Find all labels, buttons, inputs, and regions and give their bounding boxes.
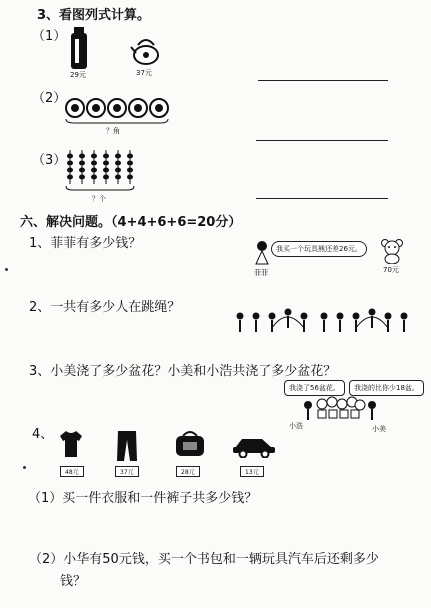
kettle-price: 37元 xyxy=(136,69,152,77)
problem-3-question: 3、小美浇了多少盆花？小美和小浩共浇了多少盆花？ xyxy=(29,364,337,379)
shirt-icon xyxy=(58,430,84,458)
price-tag-toy-car: 13元 xyxy=(240,466,264,477)
answer-line-1[interactable] xyxy=(258,80,388,81)
price-tag-trousers: 37元 xyxy=(115,466,139,477)
problem-4-sub-2: （2）小华有50元钱，买一个书包和一辆玩具汽车后还剩多少 xyxy=(29,552,379,567)
problem-3-name-left: 小浩 xyxy=(289,422,303,430)
scan-speck xyxy=(23,466,26,469)
problem-4-sub-2-continued: 钱？ xyxy=(60,574,87,589)
price-tag-schoolbag: 28元 xyxy=(176,466,200,477)
problem-1-speech-bubble: 我买一个玩具熊还差26元。 xyxy=(271,241,367,257)
answer-line-3[interactable] xyxy=(256,198,388,199)
problem-3-bubble-right: 我浇的比你少18盆。 xyxy=(349,380,424,396)
problem-3-bubble-left: 我浇了56盆花。 xyxy=(284,380,345,396)
problem-1-name: 菲菲 xyxy=(254,269,268,277)
q2-label: （2） xyxy=(32,91,67,106)
trousers-icon xyxy=(116,430,138,462)
toy-car-icon xyxy=(232,434,276,458)
coins-row xyxy=(64,96,172,126)
girl-feifei-figure xyxy=(252,240,272,266)
problem-4-sub-1: （1）买一件衣服和一件裤子共多少钱？ xyxy=(28,491,258,506)
kettle-icon xyxy=(130,35,162,65)
q1-label: （1） xyxy=(32,29,67,44)
flower-pots-figure xyxy=(300,396,380,422)
price-tag-shirt: 48元 xyxy=(60,466,84,477)
problem-3-name-right: 小美 xyxy=(372,425,386,433)
problem-4-label: 4、 xyxy=(32,427,54,442)
schoolbag-icon xyxy=(174,430,206,458)
teddy-bear-icon xyxy=(380,238,404,264)
q3-label: （3） xyxy=(32,153,67,168)
scan-speck xyxy=(5,268,8,271)
answer-line-2[interactable] xyxy=(256,140,388,141)
problem-2-question: 2、一共有多少人在跳绳？ xyxy=(29,300,181,315)
beads-total: ？个 xyxy=(92,195,106,203)
thermos-price: 29元 xyxy=(70,71,86,79)
section-3-title: 3、看图列式计算。 xyxy=(37,8,151,23)
section-6-title: 六、解决问题。（4+4+6+6=20分） xyxy=(20,215,242,230)
teddy-bear-price: 70元 xyxy=(383,266,399,274)
thermos-icon xyxy=(68,27,90,69)
coins-total: ？角 xyxy=(106,127,120,135)
bead-strings xyxy=(62,148,142,194)
problem-1-question: 1、菲菲有多少钱？ xyxy=(29,236,142,251)
jump-rope-children xyxy=(232,306,410,336)
